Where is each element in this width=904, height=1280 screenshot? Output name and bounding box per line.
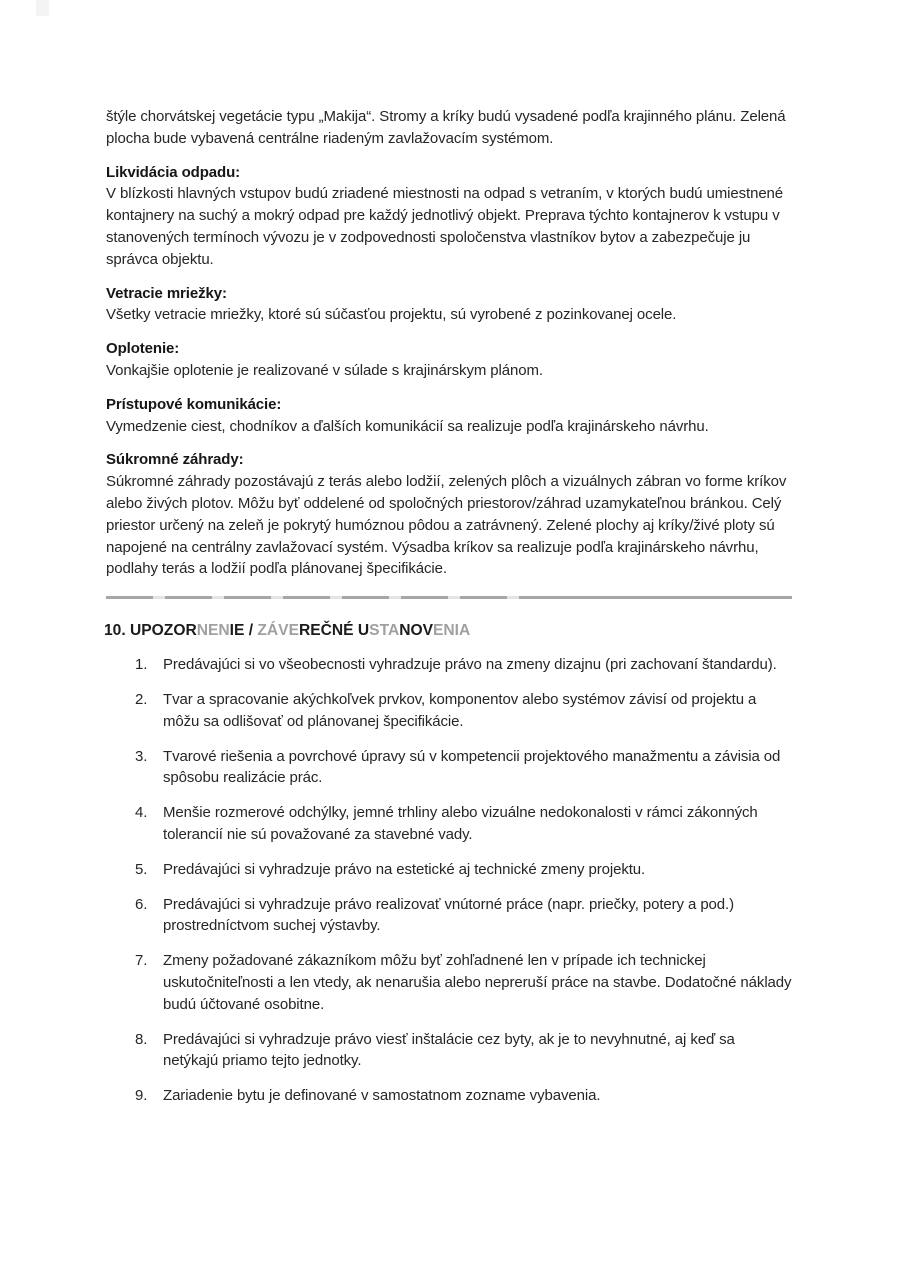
item-text: Predávajúci si vyhradzuje právo viesť inštalácie cez byty, ak je to nevyhnutné, aj keď sa netýkajú priamo tejto jednotky. [163,1030,735,1070]
item-text: Zariadenie bytu je definované v samostatnom zozname vybavenia. [163,1087,601,1105]
item-text: Tvarové riešenia a povrchové úpravy sú v kompetencii projektového manažmentu a závisia od spôsobu realizácie prác. [163,747,781,787]
heading-fragment: 10. UPOZOR [104,622,197,640]
section-body: V blízkosti hlavných vstupov budú zriadené miestnosti na odpad s vetraním, v ktorých budú umiestnené kontajnery na suchý a mokrý odpad pre každý jednotlivý objekt. Preprava týchto kontajnerov k vstupu v stanovených termínoch vývozu je v zodpovednosti spoločenstva vlastníkov bytov a zabezpečuje ju správca objektu. [106,185,784,268]
item-text: Menšie rozmerové odchýlky, jemné trhliny alebo vizuálne nedokonalosti v rámci zákonných tolerancií nie sú považované za stavebné vady. [163,804,758,843]
final-provisions-heading [104,620,792,642]
list-item [106,689,792,733]
list-item [106,894,792,938]
list-item [106,950,792,1015]
list-item [106,859,792,881]
section-waste-disposal [106,162,792,271]
item-text: Tvar a spracovanie akýchkoľvek prvkov, komponentov alebo systémov závisí od projektu a môžu sa odlišovať od plánovanej špecifikácie. [163,690,757,730]
section-heading: Vetracie mriežky: [106,284,227,302]
section-access-roads [106,394,792,438]
section-private-gardens [106,449,792,580]
heading-fragment: NOV [399,622,433,640]
section-body: Vonkajšie oplotenie je realizované v súlade s krajinárskym plánom. [106,361,543,379]
section-heading: Prístupové komunikácie: [106,395,282,413]
heading-fragment: ENIA [433,622,471,640]
item-text: Zmeny požadované zákazníkom môžu byť zohľadnené len v prípade ich technickej uskutočniteľnosti a len vtedy, ak nenarušia alebo nepreruší práce na stavbe. Dodatočné náklady budú účtované osobitne. [163,952,792,1013]
list-item [106,654,792,676]
heading-fragment: REČNÉ U [298,622,370,640]
item-number: 1. [135,656,148,674]
intro-paragraph: štýle chorvátskej vegetácie typu „Makija“. Stromy a kríky budú vysadené podľa krajinného plánu. Zelená plocha bude vybavená centrálne riadeným zavlažovacím systémom. [106,108,786,147]
heading-fragment: STA [369,622,400,640]
document-content [106,106,792,1120]
item-text: Predávajúci si vyhradzuje právo realizovať vnútorné práce (napr. priečky, potery a pod.) prostredníctvom suchej výstavby. [163,895,735,935]
item-number: 3. [135,747,148,765]
scan-artifact [36,0,49,16]
section-heading: Likvidácia odpadu: [106,163,241,181]
item-number: 6. [135,895,148,913]
heading-fragment: IE / [229,622,258,640]
heading-fragment: ZÁVE [257,622,299,640]
item-number: 8. [135,1030,148,1048]
item-number: 9. [135,1087,148,1105]
divider-dashed-segment [106,596,530,599]
item-number: 2. [135,690,148,708]
section-body: Súkromné záhrady pozostávajú z terás alebo lodžií, zelených plôch a vizuálnych zábran vo forme kríkov alebo živých plotov. Môžu byť oddelené od spoločných priestorov/záhrad uzamykateľnou bránkou. Celý priestor určený na zeleň je pokrytý humóznou pôdou a zatrávnený. Zelené plochy aj kríky/živé ploty sú napojené na centrálny zavlažovací systém. Výsadba kríkov sa realizuje podľa krajinárskeho návrhu, podlahy terás a lodžií podľa plánovanej špecifikácie. [106,473,787,578]
section-fencing [106,338,792,382]
section-body: Všetky vetracie mriežky, ktoré sú súčasťou projektu, sú vyrobené z pozinkovanej ocele. [106,306,677,324]
provisions-list [106,654,792,1107]
section-heading: Súkromné záhrady: [106,451,244,469]
list-item [106,1029,792,1073]
item-text: Predávajúci si vyhradzuje právo na estetické aj technické zmeny projektu. [163,860,646,878]
item-text: Predávajúci si vo všeobecnosti vyhradzuje právo na zmeny dizajnu (pri zachovaní štandardu). [163,656,777,674]
section-heading: Oplotenie: [106,340,180,358]
horizontal-divider [106,596,792,599]
item-number: 7. [135,952,148,970]
list-item [106,746,792,790]
section-ventilation-grilles [106,283,792,327]
heading-fragment: NEN [196,622,230,640]
divider-solid-segment [530,596,792,599]
item-number: 5. [135,860,148,878]
list-item [106,1085,792,1107]
list-item [106,802,792,846]
section-body: Vymedzenie ciest, chodníkov a ďalších komunikácií sa realizuje podľa krajinárskeho návrhu. [106,417,709,435]
item-number: 4. [135,804,148,822]
